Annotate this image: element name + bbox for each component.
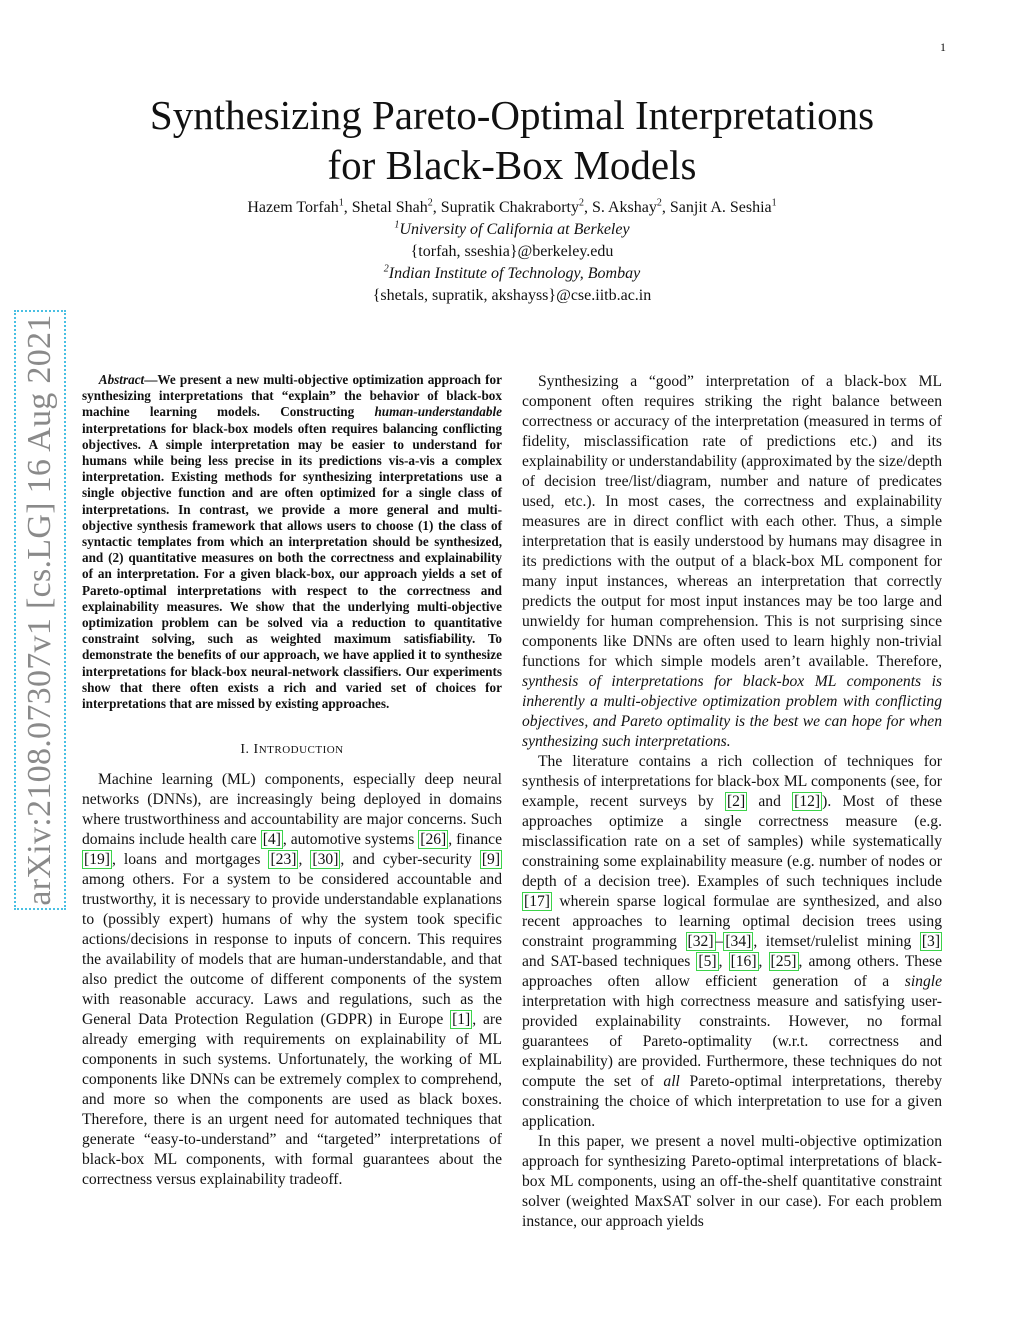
- intro-paragraph: Machine learning (ML) components, especially deep neural networks (DNNs), are increasingly being deployed in domains where trustworthiness and accountability are major concerns. Such domains include health care [4] , automotive systems [26] , finance [19] , loans and mortgages [23] , [30] , and cyber-security [9] among others. For a system to be considered accountable and trustworthy, it is necessary to provide understandable explanations to (possibly expert) humans of why the system took specific actions/decisions in response to inputs of concern. This requires the availability of models that are human-understandable, and that also predict the outcome of different components of the system with reasonable accuracy. Laws and regulations, such as the General Data Protection Regulation (GDPR) in Europe [1] , are already emerging with requirements on explainability of ML components in such systems. Unfortunately, the working of ML components like DNNs can be extremely complex to comprehend, and more so when the components are used as black boxes. Therefore, there is an urgent need for automated techniques that generate “easy-to-understand” and “targeted” interpretations of black-box ML components, with formal guarantees about the correctness versus explainability tradeoff.: [82, 771, 502, 1189]
- citation-link[interactable]: [2]: [726, 793, 746, 810]
- citation-link[interactable]: [5]: [698, 953, 717, 970]
- affiliation-name: University of California at Berkeley: [399, 221, 630, 238]
- emphasis-text: synthesis of interpretations for black-box ML components is inherently a multi-objective optimization problem with conflicting objectives, and Pareto optimality is the best we can hope for when synthesizing such interpretations.: [522, 673, 942, 750]
- body-paragraph: The literature contains a rich collection of techniques for synthesis of interpretations for black-box ML components (see, for example, recent surveys by [2] and [12] ). Most of these approaches optimize a single correctness measure (e.g. misclassification rate on a set of samples) while systematically constraining some explainability measure (e.g. number of nodes or depth of a decision tree). Examples of such techniques include [17] wherein sparse logical formulae are synthesized, and also recent approaches to learning optimal decision trees using constraint programming [32] – [34] , itemset/rulelist mining [3] and SAT-based techniques [5] , [16] , [25] , among others. These approaches often allow efficient generation of a single interpretation with high correctness measure and satisfying user-provided explainability constraints. However, no formal guarantees of Pareto-optimality (w.r.t. correctness and explainability) are provided. Furthermore, these techniques do not compute the set of all Pareto-optimal interpretations, thereby constraining the choice of which interpretation to use for a given application.: [522, 753, 943, 1130]
- citation-link[interactable]: [1]: [452, 1011, 471, 1029]
- title-line-2: for Black-Box Models: [327, 142, 697, 188]
- author-affiliation-marker: 1: [338, 197, 344, 209]
- emphasis-text: single: [904, 973, 942, 990]
- abstract: [82, 372, 502, 712]
- abstract-emphasis: human-understandable: [374, 404, 502, 420]
- left-column: [82, 372, 502, 1190]
- author-separator: ,: [583, 199, 592, 216]
- author: Hazem Torfah: [247, 199, 339, 216]
- affiliation-marker: 1: [394, 219, 400, 231]
- author-affiliation-marker: 1: [771, 197, 777, 209]
- citation-link[interactable]: [26]: [420, 831, 447, 849]
- email-1: {torfah, sseshia}@berkeley.edu: [410, 243, 614, 260]
- author-separator: ,: [432, 199, 441, 216]
- section-heading-introduction: [82, 740, 502, 760]
- citation-link[interactable]: [4]: [262, 831, 281, 849]
- arxiv-id: arXiv:2108.07307v1 [cs.LG] 16 Aug 2021: [21, 314, 58, 906]
- abstract-dash: —: [144, 372, 158, 387]
- section-initial: I: [253, 742, 259, 758]
- author-affiliation-marker: 2: [656, 197, 662, 209]
- emphasis-text: all: [663, 1073, 680, 1090]
- author-affiliation-marker: 2: [578, 197, 584, 209]
- author: Sanjit A. Seshia: [669, 199, 772, 216]
- author-block: [120, 197, 904, 307]
- citation-link[interactable]: [17]: [524, 893, 550, 910]
- author: Supratik Chakraborty: [440, 199, 579, 216]
- citation-link[interactable]: [30]: [312, 851, 339, 869]
- citation-link[interactable]: [23]: [270, 851, 297, 869]
- author-separator: ,: [661, 199, 670, 216]
- citation-link[interactable]: [25]: [770, 953, 797, 970]
- author-names: [120, 197, 904, 219]
- author-separator: ,: [343, 199, 352, 216]
- abstract-label: Abstract: [98, 372, 145, 387]
- abstract-text: We present a new multi-objective optimization approach for synthesizing interpretations that “explain” the behavior of black-box machine learning models. Constructing: [82, 372, 503, 420]
- arxiv-stamp: [14, 310, 66, 910]
- email-2: {shetals, supratik, akshayss}@cse.iitb.ac.in: [372, 287, 652, 304]
- abstract-text: interpretations for black-box models often requires balancing conflicting objectives. A simple interpretation may be easier to understand for humans while being less precise in its predictions vis-a-vis a complex interpretation. Existing methods for synthesizing interpretations use a single objective function and are often optimized for a single class of interpretations. In contrast, we provide a more general and multi-objective synthesis framework that allows users to choose (1) the class of syntactic templates from which an interpretation should be synthesized, and (2) quantitative measures on both the correctness and explainability of an interpretation. For a given black-box, our approach yields a set of Pareto-optimal interpretations with respect to the correctness and explainability measures. We show that the underlying multi-objective optimization problem can be solved via a reduction to quantitative constraint solving, such as weighted maximum satisfiability. To demonstrate the benefits of our approach, we have applied it to synthesize interpretations for black-box neural-network classifiers. Our experiments show that there often exists a rich and varied set of choices for interpretations that are missed by existing approaches.: [82, 420, 502, 712]
- body-paragraph: Synthesizing a “good” interpretation of a black-box ML component often requires striking the right balance between correctness or accuracy of the interpretation (measured in terms of fidelity, misclassification rate of predictions etc.) and its explainability or understandability (approximated by the size/depth of decision tree/list/diagram, number and nature of predicates used, etc.). In most cases, the correctness and explainability measures are in direct conflict with each other. Thus, a simple interpretation that is easily understood by humans may disagree in its predictions with the output of a black-box ML component for many input instances, whereas an interpretation that correctly predicts the output for most input instances may be too large and unwieldy for human comprehension. This is not surprising since components like DNNs are often used to learn highly non-trivial functions for which simple models aren’t available. Therefore, synthesis of interpretations for black-box ML components is inherently a multi-objective optimization problem with conflicting objectives, and Pareto optimality is the best we can hope for when synthesizing such interpretations.: [522, 373, 942, 750]
- author-affiliation-marker: 2: [427, 197, 433, 209]
- citation-link[interactable]: [9]: [481, 851, 501, 869]
- citation-link[interactable]: [3]: [921, 933, 941, 950]
- affiliation-marker: 2: [383, 263, 389, 275]
- citation-link[interactable]: [34]: [725, 933, 752, 950]
- affiliation-1: [120, 219, 904, 241]
- section-title-rest: NTRODUCTION: [258, 744, 344, 757]
- citation-link[interactable]: [12]: [794, 793, 821, 810]
- author: Shetal Shah: [351, 199, 428, 216]
- citation-link[interactable]: [19]: [84, 851, 110, 869]
- title-line-1: Synthesizing Pareto-Optimal Interpretations: [149, 92, 875, 138]
- citation-link[interactable]: [32]: [687, 933, 714, 950]
- body-paragraph: In this paper, we present a novel multi-objective optimization approach for synthesizing Pareto-optimal interpretations of black-box ML components, using an off-the-shelf quantitative constraint solver (weighted MaxSAT solver in our case). For each problem instance, our approach yields: [522, 1133, 942, 1230]
- author: S. Akshay: [591, 199, 657, 216]
- affiliation-2: [120, 263, 904, 285]
- paper-title: [120, 90, 904, 190]
- affiliation-name: Indian Institute of Technology, Bombay: [388, 265, 641, 282]
- page-number: 1: [940, 40, 946, 54]
- section-numeral: I.: [240, 742, 254, 758]
- right-column: [522, 372, 942, 1232]
- citation-link[interactable]: [16]: [730, 953, 757, 970]
